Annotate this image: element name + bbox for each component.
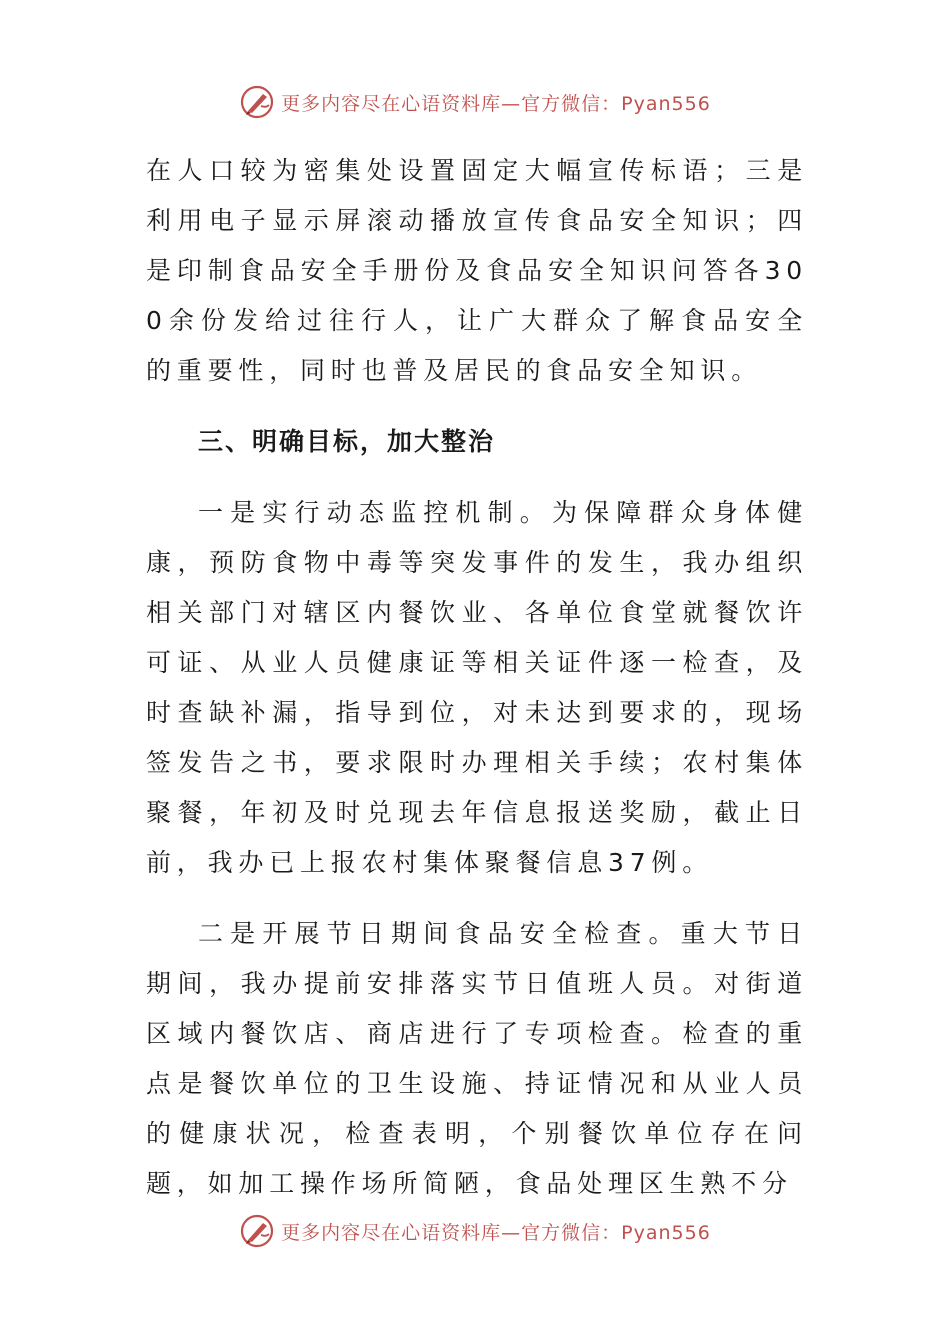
paragraph-dynamic-monitoring: 一是实行动态监控机制。为保障群众身体健康，预防食物中毒等突发事件的发生，我办组织相关部门对辖区内餐饮业、各单位食堂就餐饮许可证、从业人员健康证等相关证件逐一检查，及时查缺补漏，指导到位，对未达到要求的，现场签发告之书，要求限时办理相关手续；农村集体聚餐，年初及时兑现去年信息报送奖励，截止日前，我办已上报农村集体聚餐信息37例。 [146, 498, 808, 877]
footer-watermark [0, 1211, 950, 1251]
document-body [146, 146, 808, 1209]
watermark-text: 更多内容尽在心语资料库—官方微信：Pyan556 [281, 92, 711, 115]
header-watermark [0, 82, 950, 122]
pen-logo-icon [239, 84, 275, 120]
paragraph-holiday-inspection: 二是开展节日期间食品安全检查。重大节日期间，我办提前安排落实节日值班人员。对街道区域内餐饮店、商店进行了专项检查。检查的重点是餐饮单位的卫生设施、持证情况和从业人员的健康状况，检查表明，个别餐饮单位存在问题，如加工操作场所简陋，食品处理区生熟不分 [146, 919, 808, 1198]
pen-logo-icon [239, 1213, 275, 1249]
paragraph-publicity-continued: 在人口较为密集处设置固定大幅宣传标语；三是利用电子显示屏滚动播放宣传食品安全知识；四是印制食品安全手册份及食品安全知识问答各300余份发给过往行人，让广大群众了解食品安全的重要性，同时也普及居民的食品安全知识。 [146, 156, 808, 385]
watermark-text: 更多内容尽在心语资料库—官方微信：Pyan556 [281, 1221, 711, 1244]
section-heading: 三、明确目标，加大整治 [198, 427, 496, 456]
